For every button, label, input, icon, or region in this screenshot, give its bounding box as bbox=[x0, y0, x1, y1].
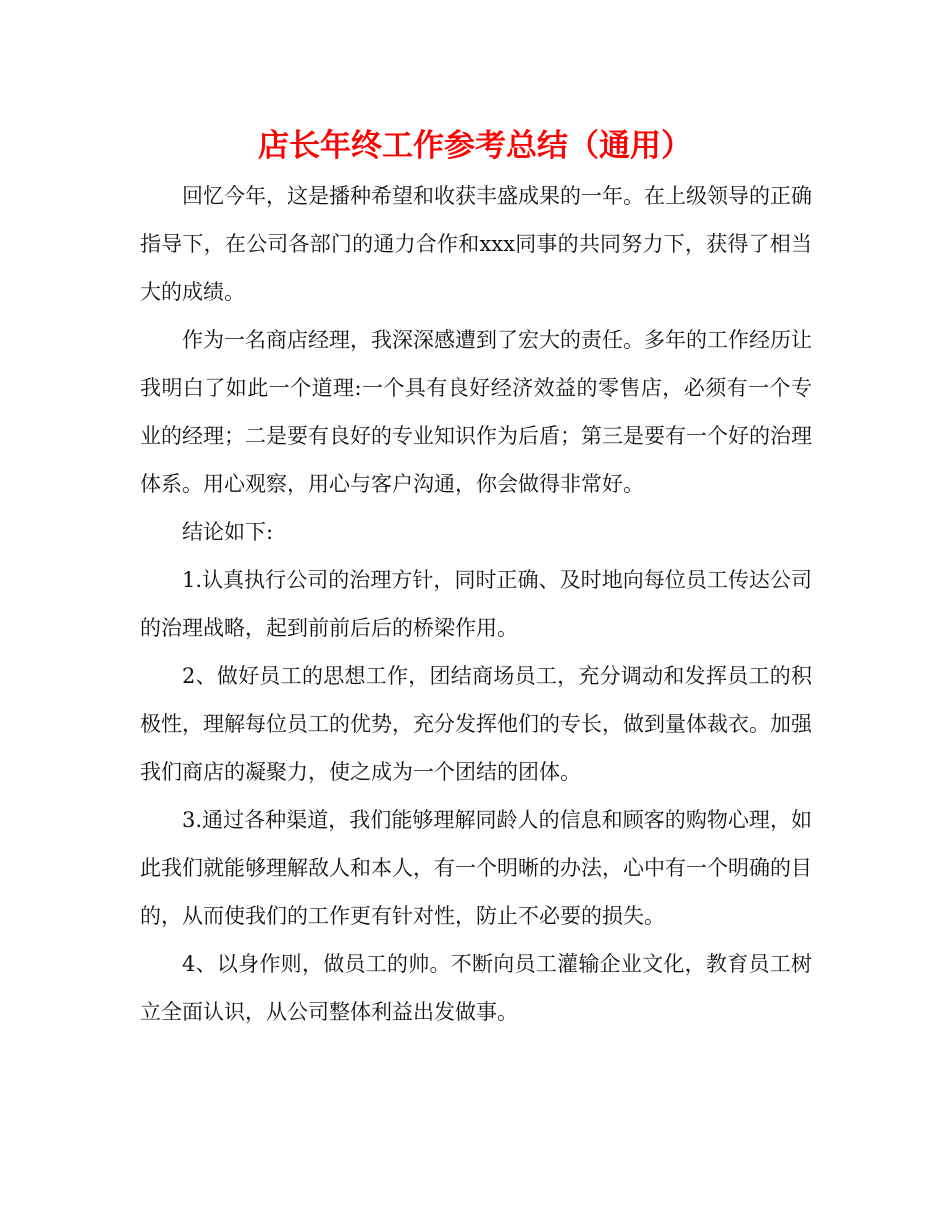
document-body bbox=[140, 172, 812, 1036]
document-title: 店长年终工作参考总结（通用） bbox=[258, 128, 692, 164]
paragraph-point-4: 4、以身作则，做员工的帅。不断向员工灌输企业文化，教育员工树立全面认识，从公司整体利益出发做事。 bbox=[140, 952, 812, 1024]
paragraph-point-3: 3.通过各种渠道，我们能够理解同龄人的信息和顾客的购物心理，如此我们就能够理解敌人和本人，有一个明晰的办法，心中有一个明确的目的，从而使我们的工作更有针对性，防止不必要的损失。 bbox=[140, 808, 812, 928]
paragraph-responsibility: 作为一名商店经理，我深深感遭到了宏大的责任。多年的工作经历让我明白了如此一个道理:一个具有良好经济效益的零售店，必须有一个专业的经理；二是要有良好的专业知识作为后盾；第三是要有一个好的治理体系。用心观察，用心与客户沟通，你会做得非常好。 bbox=[140, 328, 812, 496]
paragraph-point-2: 2、做好员工的思想工作，团结商场员工，充分调动和发挥员工的积极性，理解每位员工的优势，充分发挥他们的专长，做到量体裁衣。加强我们商店的凝聚力，使之成为一个团结的团体。 bbox=[140, 664, 812, 784]
paragraph-intro: 回忆今年，这是播种希望和收获丰盛成果的一年。在上级领导的正确指导下，在公司各部门的通力合作和xxx同事的共同努力下，获得了相当大的成绩。 bbox=[140, 184, 812, 304]
paragraph-conclusion-heading: 结论如下: bbox=[182, 520, 274, 544]
paragraph-point-1: 1.认真执行公司的治理方针，同时正确、及时地向每位员工传达公司的治理战略，起到前前后后的桥梁作用。 bbox=[140, 568, 812, 640]
